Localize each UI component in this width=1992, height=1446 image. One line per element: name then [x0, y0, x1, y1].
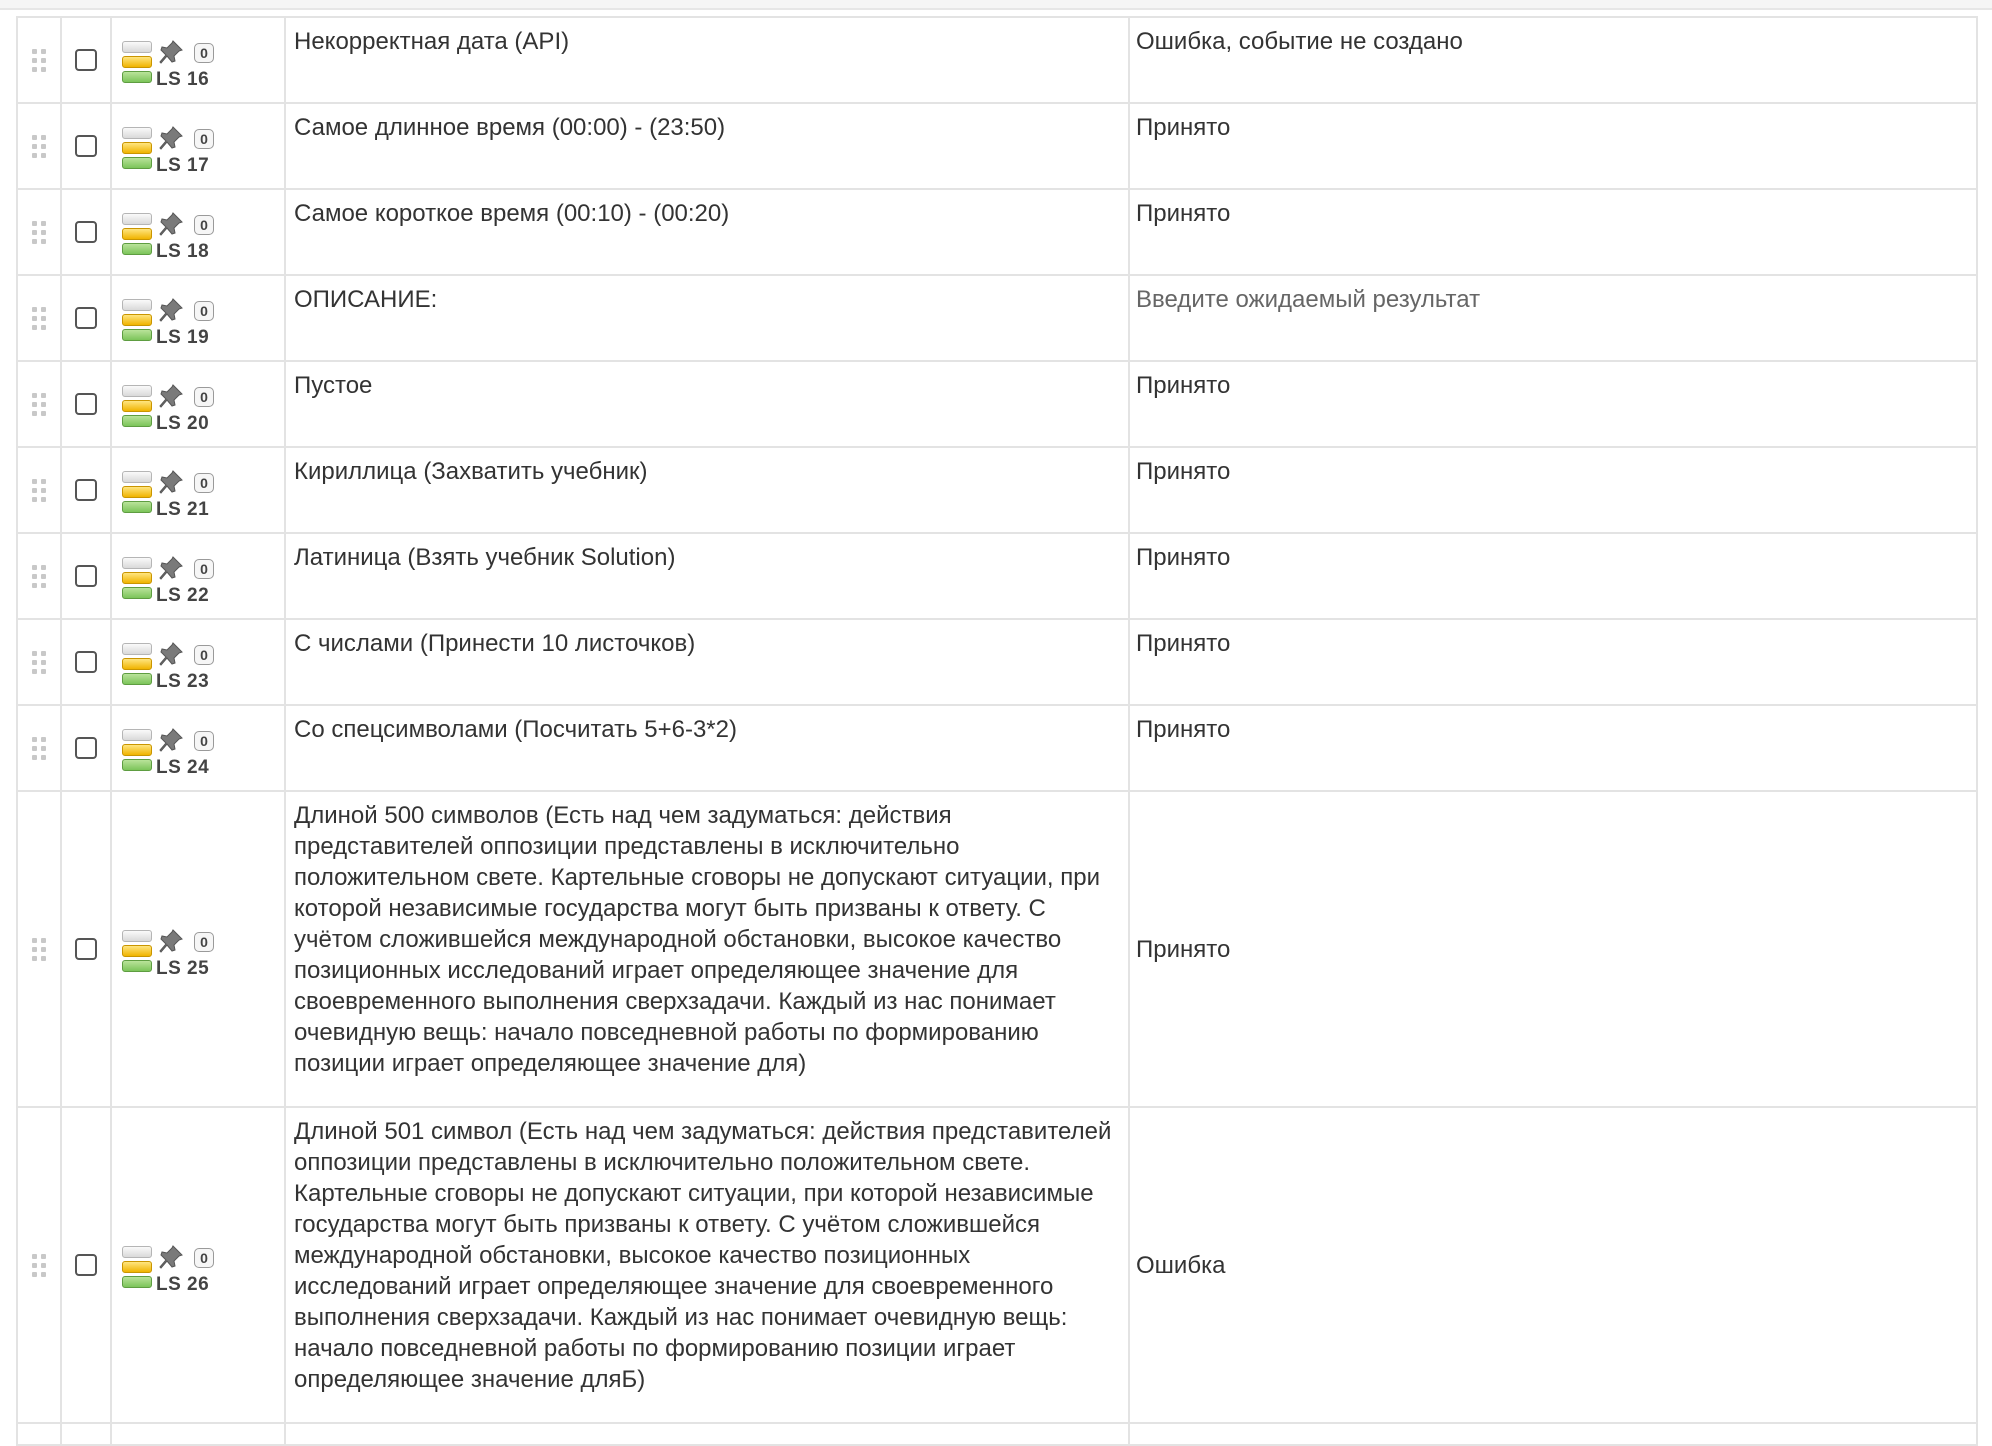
comment-count-badge[interactable]: 0: [194, 301, 214, 321]
description-cell[interactable]: Длиной 500 символов (Есть над чем задуматься: действия представителей оппозиции представлены в исключительно положительном свете. Картельные сговоры не допускают ситуации, при которой независимые государства могут быть призваны к ответу. С учётом сложившейся международной обстановки, высокое качество позиционных исследований играет определяющее значение для своевременного выполнения сверхзадачи. Каждый из нас понимает очевидную вещь: начало повседневной работы по формированию позиции играет определяющее значение для): [286, 792, 1130, 1106]
row-checkbox[interactable]: [75, 307, 97, 329]
status-cell: [112, 276, 286, 360]
status-cell: [112, 534, 286, 618]
drag-handle-cell[interactable]: [18, 362, 62, 446]
case-id[interactable]: LS 23: [156, 671, 210, 692]
select-cell[interactable]: [62, 362, 112, 446]
select-cell[interactable]: [62, 620, 112, 704]
description-cell[interactable]: Со спецсимволами (Посчитать 5+6-3*2): [286, 706, 1130, 790]
pin-icon[interactable]: [158, 297, 184, 323]
pin-icon[interactable]: [158, 383, 184, 409]
drag-handle-cell[interactable]: [18, 448, 62, 532]
comment-count-badge[interactable]: 0: [194, 129, 214, 149]
description-cell[interactable]: Самое короткое время (00:10) - (00:20): [286, 190, 1130, 274]
description-cell[interactable]: Латиница (Взять учебник Solution): [286, 534, 1130, 618]
table-row[interactable]: [18, 362, 1978, 448]
drag-handle-cell[interactable]: [18, 792, 62, 1106]
case-id[interactable]: LS 19: [156, 327, 210, 348]
select-cell[interactable]: [62, 792, 112, 1106]
table-row[interactable]: [18, 104, 1978, 190]
pin-icon[interactable]: [158, 1244, 184, 1270]
select-cell[interactable]: [62, 276, 112, 360]
priority-stack-icon[interactable]: [122, 385, 152, 430]
row-checkbox[interactable]: [75, 651, 97, 673]
drag-handle-cell[interactable]: [18, 276, 62, 360]
result-cell[interactable]: Принято: [1130, 104, 1978, 188]
priority-stack-icon[interactable]: [122, 643, 152, 688]
table-row[interactable]: [18, 534, 1978, 620]
drag-handle-cell[interactable]: [18, 620, 62, 704]
row-checkbox[interactable]: [75, 49, 97, 71]
comment-count-badge[interactable]: 0: [194, 645, 214, 665]
table-row[interactable]: [18, 190, 1978, 276]
select-cell[interactable]: [62, 534, 112, 618]
result-cell[interactable]: Принято: [1130, 190, 1978, 274]
select-cell[interactable]: [62, 104, 112, 188]
drag-handle-icon[interactable]: [32, 307, 46, 329]
top-bar: [0, 0, 1992, 10]
result-cell[interactable]: Ошибка: [1130, 1108, 1978, 1422]
table-row[interactable]: [18, 792, 1978, 1108]
row-checkbox[interactable]: [75, 1254, 97, 1276]
result-cell[interactable]: Принято: [1130, 534, 1978, 618]
status-cell: [112, 362, 286, 446]
status-cell: [112, 448, 286, 532]
status-cell: [112, 706, 286, 790]
table-row[interactable]: [18, 276, 1978, 362]
row-checkbox[interactable]: [75, 479, 97, 501]
priority-stack-icon[interactable]: [122, 471, 152, 516]
drag-handle-icon[interactable]: [32, 1254, 46, 1276]
drag-handle-cell[interactable]: [18, 706, 62, 790]
case-id[interactable]: LS 21: [156, 499, 210, 520]
drag-handle-icon[interactable]: [32, 651, 46, 673]
description-cell[interactable]: Пустое: [286, 362, 1130, 446]
table-row[interactable]: [18, 1424, 1978, 1446]
table-row[interactable]: [18, 620, 1978, 706]
priority-stack-icon[interactable]: [122, 299, 152, 344]
description-cell[interactable]: Длиной 501 символ (Есть над чем задуматься: действия представителей оппозиции представлены в исключительно положительном свете. Картельные сговоры не допускают ситуации, при которой независимые государства могут быть призваны к ответу. С учётом сложившейся международной обстановки, высокое качество позиционных исследований играет определяющее значение для своевременного выполнения сверхзадачи. Каждый из нас понимает очевидную вещь: начало повседневной работы по формированию позиции играет определяющее значение дляБ): [286, 1108, 1130, 1422]
priority-stack-icon[interactable]: [122, 930, 152, 975]
comment-count-badge[interactable]: 0: [194, 1248, 214, 1268]
priority-stack-icon[interactable]: [122, 41, 152, 86]
result-cell[interactable]: Принято: [1130, 448, 1978, 532]
priority-stack-icon[interactable]: [122, 213, 152, 258]
pin-icon[interactable]: [158, 727, 184, 753]
drag-handle-cell[interactable]: [18, 190, 62, 274]
drag-handle-icon[interactable]: [32, 393, 46, 415]
drag-handle-cell[interactable]: [18, 534, 62, 618]
result-cell[interactable]: Ошибка, событие не создано: [1130, 18, 1978, 102]
description-cell[interactable]: ОПИСАНИЕ:: [286, 276, 1130, 360]
row-checkbox[interactable]: [75, 565, 97, 587]
row-checkbox[interactable]: [75, 737, 97, 759]
drag-handle-icon[interactable]: [32, 565, 46, 587]
row-checkbox[interactable]: [75, 393, 97, 415]
result-cell[interactable]: Принято: [1130, 706, 1978, 790]
pin-icon[interactable]: [158, 39, 184, 65]
comment-count-badge[interactable]: 0: [194, 559, 214, 579]
status-cell: [112, 104, 286, 188]
select-cell[interactable]: [62, 1108, 112, 1422]
case-id[interactable]: LS 20: [156, 413, 210, 434]
pin-icon[interactable]: [158, 641, 184, 667]
drag-handle-icon[interactable]: [32, 737, 46, 759]
result-cell[interactable]: Принято: [1130, 362, 1978, 446]
status-cell: [112, 1108, 286, 1422]
drag-handle-icon[interactable]: [32, 49, 46, 71]
case-id[interactable]: LS 26: [156, 1274, 210, 1295]
description-cell[interactable]: С числами (Принести 10 листочков): [286, 620, 1130, 704]
comment-count-badge[interactable]: 0: [194, 43, 214, 63]
test-case-table: [16, 16, 1978, 1446]
comment-count-badge[interactable]: 0: [194, 387, 214, 407]
status-cell: [112, 792, 286, 1106]
row-checkbox[interactable]: [75, 938, 97, 960]
drag-handle-icon[interactable]: [32, 479, 46, 501]
pin-icon[interactable]: [158, 469, 184, 495]
case-id[interactable]: LS 22: [156, 585, 210, 606]
select-cell[interactable]: [62, 706, 112, 790]
drag-handle-cell[interactable]: [18, 1108, 62, 1422]
result-cell[interactable]: Принято: [1130, 792, 1978, 1106]
priority-stack-icon[interactable]: [122, 557, 152, 602]
status-cell: [112, 620, 286, 704]
status-cell: [112, 18, 286, 102]
priority-stack-icon[interactable]: [122, 1246, 152, 1291]
table-row[interactable]: [18, 706, 1978, 792]
result-placeholder[interactable]: Введите ожидаемый результат: [1130, 276, 1978, 360]
comment-count-badge[interactable]: 0: [194, 215, 214, 235]
pin-icon[interactable]: [158, 555, 184, 581]
case-id[interactable]: LS 16: [156, 69, 210, 90]
drag-handle-icon[interactable]: [32, 221, 46, 243]
priority-stack-icon[interactable]: [122, 127, 152, 172]
pin-icon[interactable]: [158, 928, 184, 954]
drag-handle-icon[interactable]: [32, 938, 46, 960]
select-cell[interactable]: [62, 18, 112, 102]
result-cell[interactable]: Принято: [1130, 620, 1978, 704]
case-id[interactable]: LS 18: [156, 241, 210, 262]
case-id[interactable]: LS 24: [156, 757, 210, 778]
comment-count-badge[interactable]: 0: [194, 932, 214, 952]
case-id[interactable]: LS 25: [156, 958, 210, 979]
comment-count-badge[interactable]: 0: [194, 473, 214, 493]
select-cell[interactable]: [62, 448, 112, 532]
pin-icon[interactable]: [158, 125, 184, 151]
table-row[interactable]: [18, 18, 1978, 104]
row-checkbox[interactable]: [75, 135, 97, 157]
drag-handle-cell[interactable]: [18, 18, 62, 102]
select-cell[interactable]: [62, 190, 112, 274]
row-checkbox[interactable]: [75, 221, 97, 243]
priority-stack-icon[interactable]: [122, 729, 152, 774]
pin-icon[interactable]: [158, 211, 184, 237]
table-row[interactable]: [18, 448, 1978, 534]
description-cell[interactable]: Самое длинное время (00:00) - (23:50): [286, 104, 1130, 188]
status-cell: [112, 190, 286, 274]
drag-handle-cell[interactable]: [18, 104, 62, 188]
description-cell[interactable]: Некорректная дата (API): [286, 18, 1130, 102]
table-row[interactable]: [18, 1108, 1978, 1424]
comment-count-badge[interactable]: 0: [194, 731, 214, 751]
drag-handle-icon[interactable]: [32, 135, 46, 157]
case-id[interactable]: LS 17: [156, 155, 210, 176]
description-cell[interactable]: Кириллица (Захватить учебник): [286, 448, 1130, 532]
